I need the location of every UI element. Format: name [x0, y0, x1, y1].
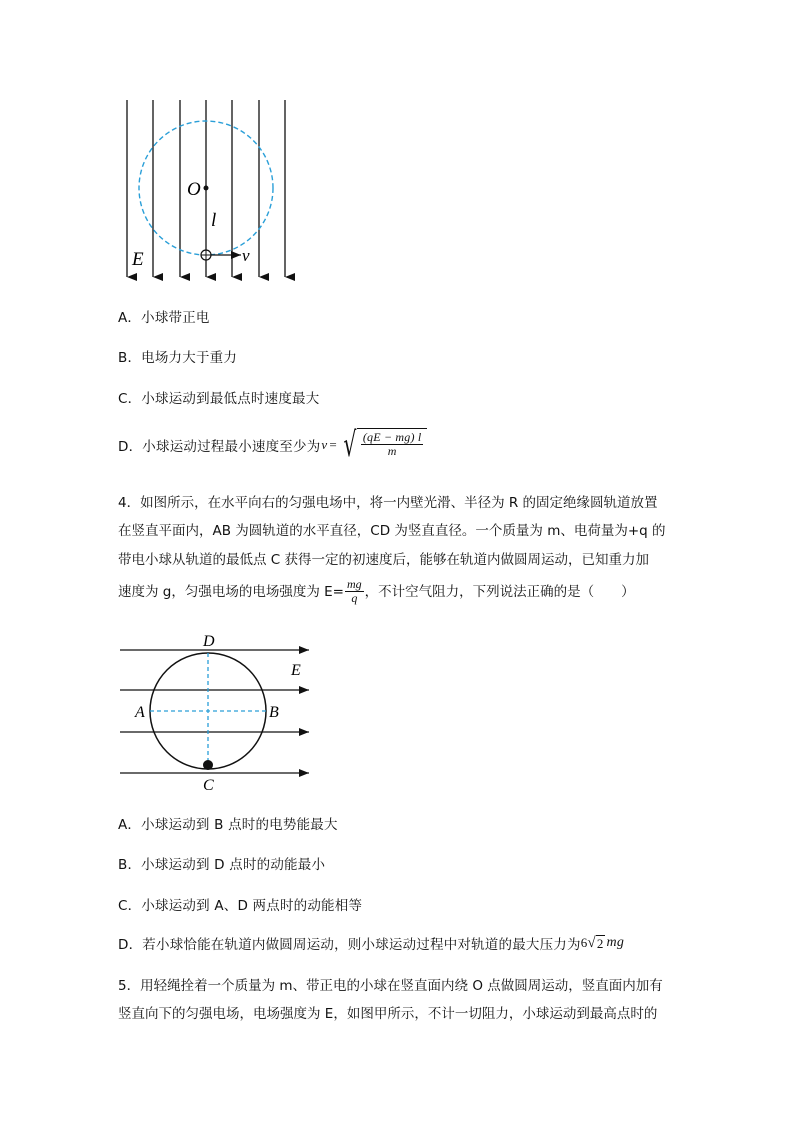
q4-line-3: 带电小球从轨道的最低点 C 获得一定的初速度后，能够在轨道内做圆周运动，已知重力加 — [118, 552, 650, 568]
q4-line-2: 在竖直平面内，AB 为圆轨道的水平直径，CD 为竖直直径。一个质量为 m、电荷量为+q 的 — [118, 523, 666, 539]
label-O: O — [187, 179, 201, 200]
figure-vertical-field — [115, 95, 300, 285]
q4-line-1: 4．如图所示，在水平向右的匀强电场中，将一内壁光滑、半径为 R 的固定绝缘圆轨道放置 — [118, 495, 658, 511]
q4-line-4-post: ，不计空气阻力，下列说法正确的是（ ） — [364, 583, 635, 600]
q4-frac-num: mg — [347, 577, 362, 591]
label-C: C — [203, 777, 214, 794]
label-E: E — [132, 249, 144, 270]
center-point — [204, 186, 209, 191]
ball-at-C — [203, 760, 213, 770]
q4-option-d: D．若小球恰能在轨道内做圆周运动，则小球运动过程中对轨道的最大压力为 6 √ 2 mg — [118, 934, 625, 953]
q3-option-d-eq: = — [329, 437, 337, 452]
label-v: v — [242, 246, 250, 265]
q4-option-d-coef: 6 — [580, 935, 588, 950]
q3-option-d — [118, 425, 427, 465]
q5-line-2: 竖直向下的匀强电场，电场强度为 E，如图甲所示，不计一切阻力，小球运动到最高点时的 — [118, 1006, 658, 1022]
q4-line-4 — [118, 578, 698, 605]
q3-option-c: C．小球运动到最低点时速度最大 — [118, 391, 320, 407]
label-E2: E — [291, 662, 301, 679]
label-A: A — [135, 704, 145, 721]
q3-option-d-formula: √ $\frac{(qE - mg) l}{m}$ — [339, 428, 428, 462]
q3-option-d-lhs: v — [321, 437, 328, 452]
q4-option-a: A．小球运动到 B 点时的电势能最大 — [118, 817, 338, 833]
charged-ball-icon — [201, 250, 211, 260]
q3-option-b: B．电场力大于重力 — [118, 350, 238, 366]
q3-option-a: A．小球带正电 — [118, 310, 210, 326]
figure-horizontal-field — [115, 628, 320, 796]
q4-frac-den: q — [351, 591, 358, 605]
label-D: D — [203, 633, 215, 650]
q4-line-4-pre: 速度为 g，匀强电场的电场强度为 E= — [118, 583, 344, 600]
q4-option-d-unit: mg — [606, 935, 625, 950]
q3-option-d-text: D．小球运动过程最小速度至少为 — [118, 439, 321, 455]
label-l: l — [211, 210, 217, 231]
q5-line-1: 5．用轻绳拴着一个质量为 m、带正电的小球在竖直面内绕 O 点做圆周运动，竖直面内加有 — [118, 978, 663, 994]
q4-option-c: C．小球运动到 A、D 两点时的动能相等 — [118, 898, 363, 914]
q4-option-b: B．小球运动到 D 点时的动能最小 — [118, 857, 326, 873]
formula-denominator: m — [387, 444, 397, 458]
formula-numerator: (qE − mg) l — [362, 430, 422, 444]
q4-option-d-text: D．若小球恰能在轨道内做圆周运动，则小球运动过程中对轨道的最大压力为 — [118, 937, 581, 953]
q4-option-d-radicand: 2 — [596, 935, 604, 951]
label-B: B — [269, 704, 279, 721]
